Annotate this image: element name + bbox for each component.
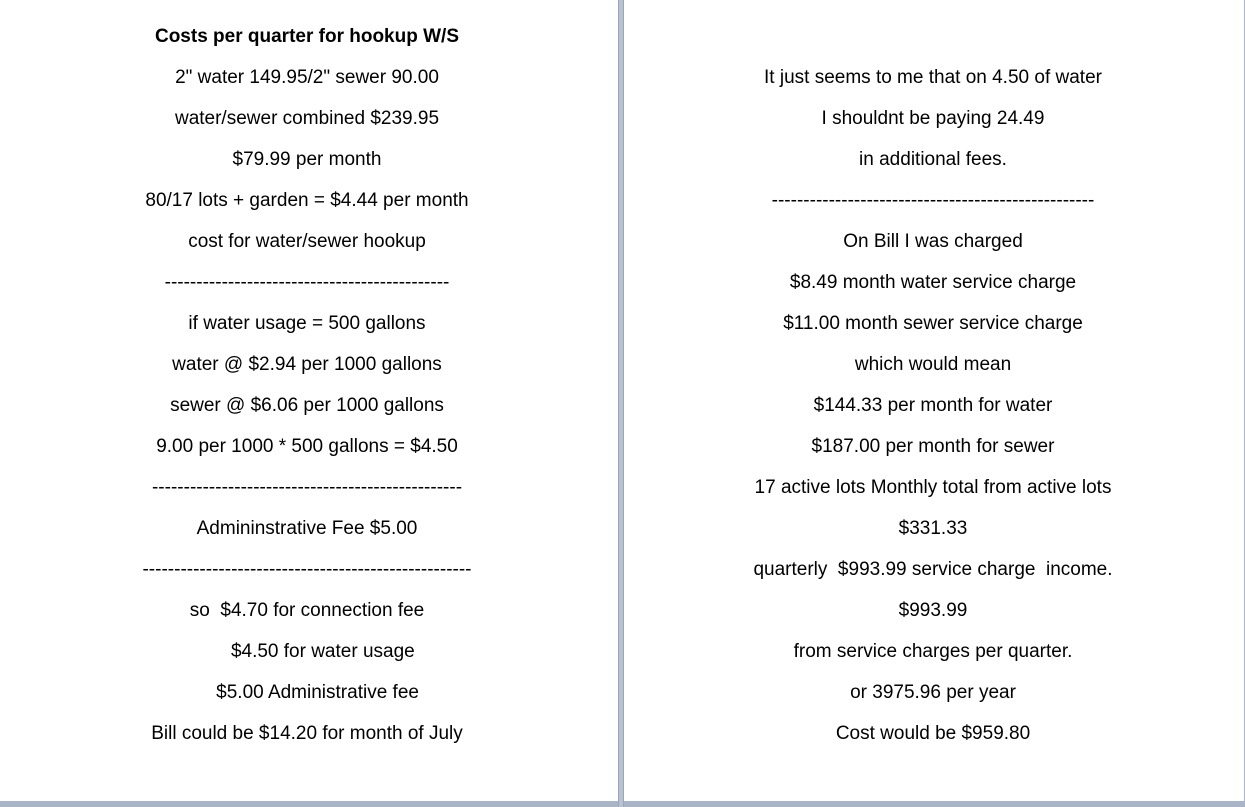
text-line: in additional fees. — [859, 149, 1007, 170]
divider-line: --------------------------------------------- — [164, 272, 450, 293]
text-line: I shouldnt be paying 24.49 — [821, 108, 1045, 129]
text-line: 17 active lots Monthly total from active lots — [754, 477, 1112, 498]
text-line: Bill could be $14.20 for month of July — [151, 723, 463, 744]
text-line: $993.99 — [898, 600, 968, 621]
text-line: cost for water/sewer hookup — [188, 231, 426, 252]
text-line: On Bill I was charged — [843, 231, 1023, 252]
divider-line: ---------------------------------------------------- — [142, 559, 472, 580]
left-page-lines — [0, 16, 618, 754]
text-line: $11.00 month sewer service charge — [783, 313, 1083, 334]
text-line: $187.00 per month for sewer — [811, 436, 1055, 457]
text-line: Admininstrative Fee $5.00 — [196, 518, 418, 539]
text-line: which would mean — [854, 354, 1012, 375]
text-line: 2" water 149.95/2" sewer 90.00 — [175, 67, 439, 88]
text-line: $79.99 per month — [232, 149, 382, 170]
text-line: sewer @ $6.06 per 1000 gallons — [170, 395, 444, 416]
page-title: Costs per quarter for hookup W/S — [154, 26, 460, 47]
text-line: water @ $2.94 per 1000 gallons — [172, 354, 442, 375]
blank-line — [624, 16, 1244, 57]
text-line: $4.50 for water usage — [199, 641, 415, 662]
text-line: $8.49 month water service charge — [789, 272, 1077, 293]
text-line: or 3975.96 per year — [850, 682, 1016, 703]
divider-line: ------------------------------------------------- — [151, 477, 463, 498]
text-line: quarterly $993.99 service charge income. — [753, 559, 1113, 580]
left-page — [0, 0, 618, 801]
text-line: Cost would be $959.80 — [835, 723, 1031, 744]
text-line: $5.00 Administrative fee — [195, 682, 419, 703]
right-page-lines — [624, 16, 1244, 754]
text-line: water/sewer combined $239.95 — [174, 108, 440, 129]
text-line: from service charges per quarter. — [793, 641, 1073, 662]
text-line: $144.33 per month for water — [813, 395, 1053, 416]
text-line: It just seems to me that on 4.50 of water — [764, 67, 1102, 88]
text-line: 80/17 lots + garden = $4.44 per month — [145, 190, 469, 211]
text-line: 9.00 per 1000 * 500 gallons = $4.50 — [156, 436, 458, 457]
text-line: $331.33 — [898, 518, 968, 539]
divider-line: --------------------------------------------------- — [771, 190, 1095, 211]
text-line: so $4.70 for connection fee — [189, 600, 425, 621]
right-page — [624, 0, 1244, 801]
text-line: if water usage = 500 gallons — [188, 313, 426, 334]
